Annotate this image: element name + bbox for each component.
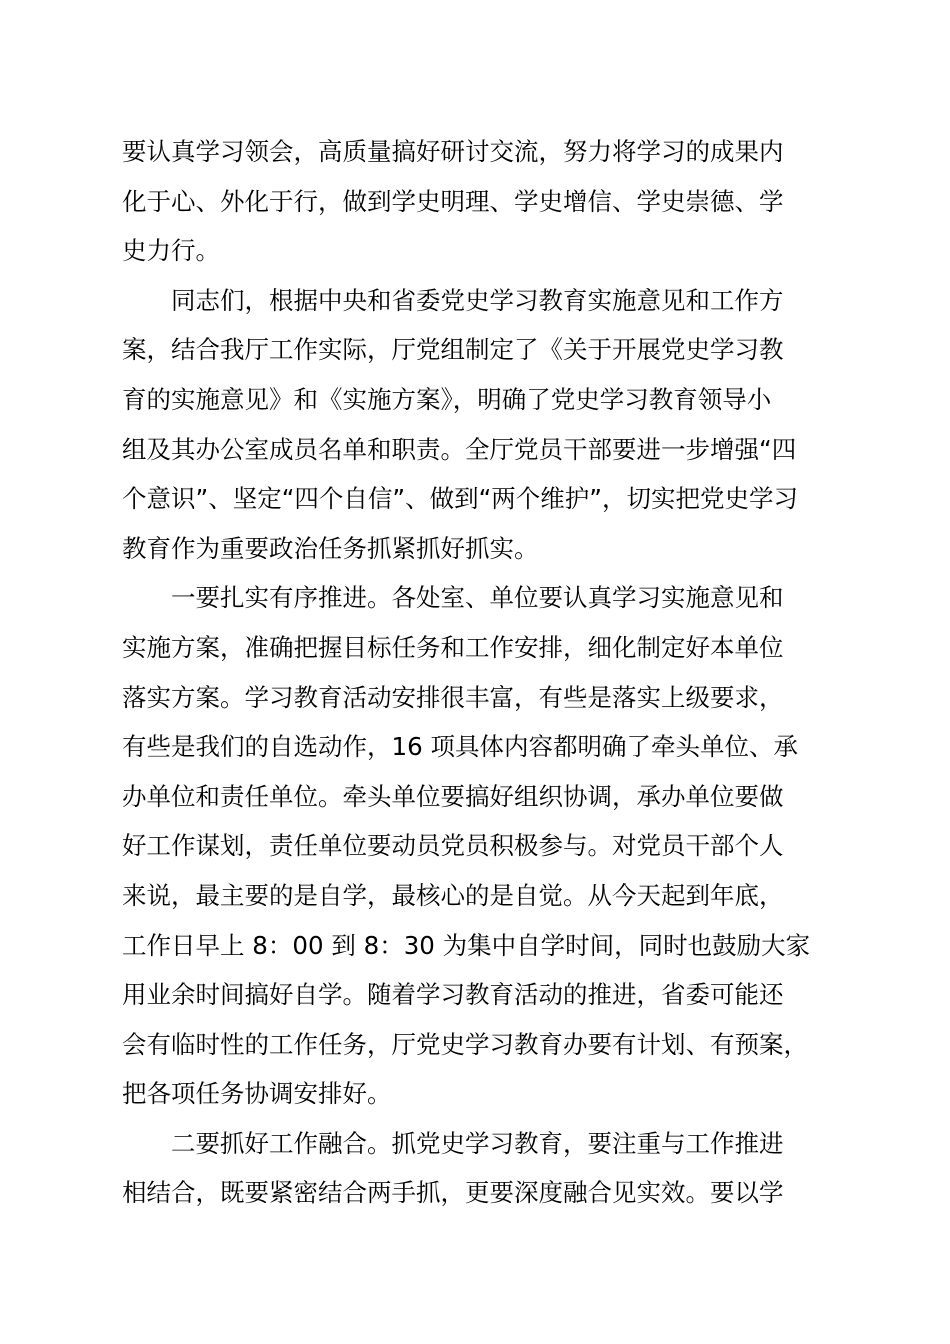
- text-line: 工作日早上 8：00 到 8：30 为集中自学时间，同时也鼓励大家: [122, 930, 811, 960]
- text-line: 案，结合我厅工作实际，厅党组制定了《关于开展党史学习教: [122, 335, 784, 365]
- paragraph-start-line: 同志们，根据中央和省委党史学习教育实施意见和工作方: [171, 285, 784, 315]
- text-line: 要认真学习领会，高质量搞好研讨交流，努力将学习的成果内: [122, 137, 784, 166]
- text-line: 组及其办公室成员名单和职责。全厅党员干部要进一步增强“四: [122, 434, 797, 464]
- text-line: 有些是我们的自选动作，16 项具体内容都明确了牵头单位、承: [122, 732, 798, 762]
- text-line: 好工作谋划，责任单位要动员党员积极参与。对党员干部个人: [122, 831, 784, 861]
- text-line: 用业余时间搞好自学。随着学习教育活动的推进，省委可能还: [122, 980, 784, 1010]
- text-line: 个意识”、坚定“四个自信”、做到“两个维护”，切实把党史学习: [122, 484, 798, 514]
- paragraph-start-line: 二要抓好工作融合。抓党史学习教育，要注重与工作推进: [171, 1128, 784, 1158]
- paragraph-start-line: 一要扎实有序推进。各处室、单位要认真学习实施意见和: [171, 583, 784, 613]
- text-line: 把各项任务协调安排好。: [122, 1079, 392, 1109]
- text-line: 办单位和责任单位。牵头单位要搞好组织协调，承办单位要做: [122, 781, 784, 811]
- text-line: 教育作为重要政治任务抓紧抓好抓实。: [122, 533, 539, 563]
- text-line: 化于心、外化于行，做到学史明理、学史增信、学史崇德、学: [122, 186, 784, 216]
- text-line: 实施方案，准确把握目标任务和工作安排，细化制定好本单位: [122, 632, 784, 662]
- text-line: 落实方案。学习教育活动安排很丰富，有些是落实上级要求，: [122, 682, 784, 712]
- document-body: [122, 127, 842, 1218]
- text-line: 来说，最主要的是自学，最核心的是自觉。从今天起到年底，: [122, 880, 784, 910]
- text-line: 会有临时性的工作任务，厅党史学习教育办要有计划、有预案，: [122, 1029, 808, 1059]
- text-line: 育的实施意见》和《实施方案》，明确了党史学习教育领导小: [122, 384, 772, 414]
- text-line: 相结合，既要紧密结合两手抓，更要深度融合见实效。要以学: [122, 1178, 784, 1208]
- text-line: 史力行。: [122, 236, 220, 266]
